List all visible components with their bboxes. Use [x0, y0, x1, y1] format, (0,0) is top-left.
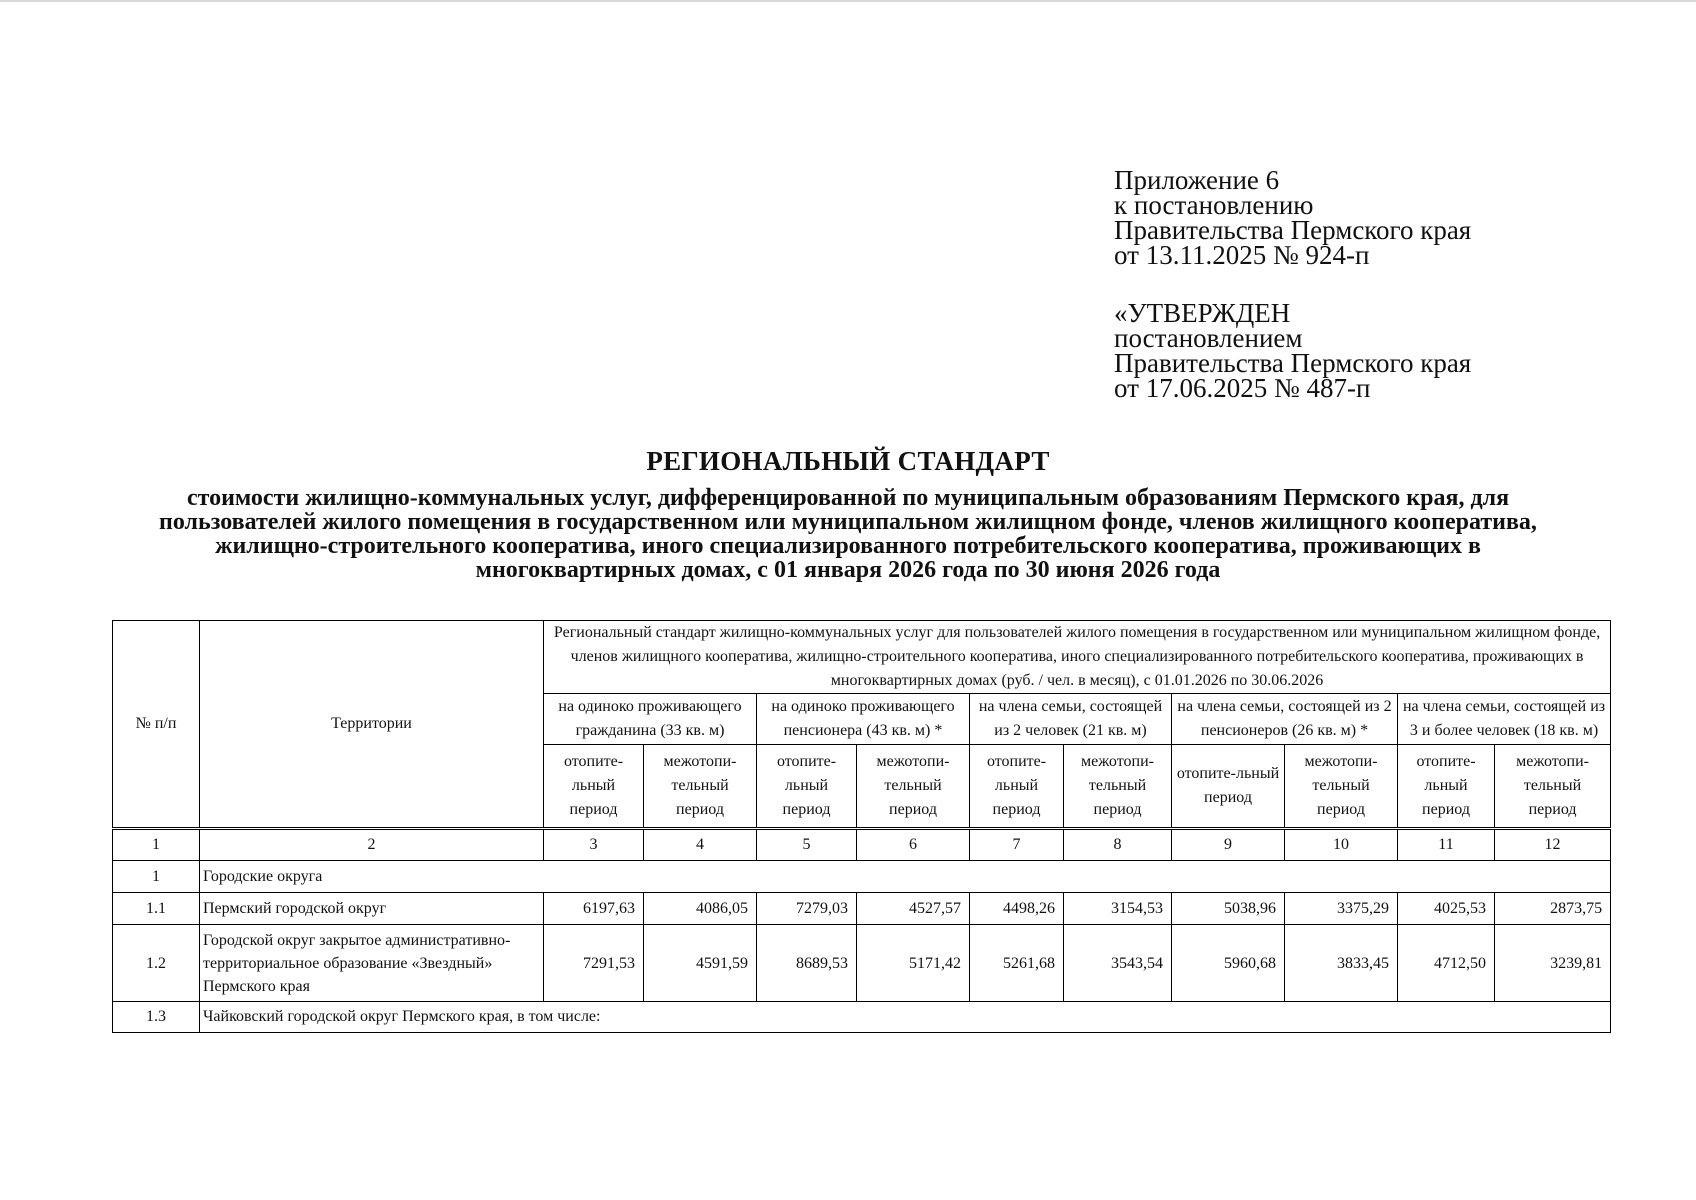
- group-header: на одиноко проживающего пенсионера (43 кв. м) *: [757, 694, 970, 745]
- column-header-number: № п/п: [113, 621, 200, 829]
- row-territory: Пермский городской округ: [200, 893, 544, 925]
- row-value: 7279,03: [757, 893, 857, 925]
- row-value: 4498,26: [970, 893, 1064, 925]
- group-header: на члена семьи, состоящей из 2 пенсионеров (26 кв. м) *: [1172, 694, 1398, 745]
- row-value: 4527,57: [857, 893, 970, 925]
- column-header-main: Региональный стандарт жилищно-коммунальных услуг для пользователей жилого помещения в государственном или муниципальном жилищном фонде, членов жилищного кооператива, жилищно-строительного кооператива, иного специализированного потребительского кооператива, проживающих в многоквартирных домах (руб. / чел. в месяц), с 01.01.2026 по 30.06.2026: [544, 621, 1611, 694]
- row-value: 8689,53: [757, 925, 857, 1002]
- period-header: межотопи-тельный период: [1285, 745, 1398, 829]
- row-territory: Городские округа: [200, 861, 1611, 893]
- period-header: отопите-льный период: [544, 745, 644, 829]
- column-number: 7: [970, 829, 1064, 861]
- table-row: [113, 861, 1611, 893]
- approved-line: «УТВЕРЖДЕН: [1114, 298, 1291, 328]
- row-value: 3375,29: [1285, 893, 1398, 925]
- row-value: 3154,53: [1064, 893, 1172, 925]
- appendix-line: к постановлению: [1114, 190, 1314, 220]
- row-value: 5171,42: [857, 925, 970, 1002]
- column-header-territory: Территории: [200, 621, 544, 829]
- appendix-line: Правительства Пермского края: [1114, 215, 1472, 245]
- appendix-header: [1114, 165, 1654, 403]
- column-number: 2: [200, 829, 544, 861]
- period-header: межотопи-тельный период: [644, 745, 757, 829]
- row-value: 4712,50: [1398, 925, 1495, 1002]
- document-title: РЕГИОНАЛЬНЫЙ СТАНДАРТ: [646, 446, 1050, 476]
- table-row: [113, 925, 1611, 1002]
- column-number: 4: [644, 829, 757, 861]
- appendix-line: Приложение 6: [1114, 165, 1280, 195]
- approved-line: от 17.06.2025 № 487-п: [1114, 373, 1371, 403]
- document-subtitle: стоимости жилищно-коммунальных услуг, дифференцированной по муниципальным образованиям Пермского края, для пользователей жилого помещения в государственном или муниципальном жилищном фонде, членов жилищного кооператива, жилищно-строительного кооператива, иного специализированного потребительского кооператива, проживающих в многоквартирных домах, с 01 января 2026 года по 30 июня 2026 года: [159, 485, 1537, 583]
- row-number: 1.1: [113, 893, 200, 925]
- column-number: 1: [113, 829, 200, 861]
- table-row: [113, 1002, 1611, 1033]
- period-header: отопите-льный период: [1172, 745, 1285, 829]
- group-header: на члена семьи, состоящей из 2 человек (21 кв. м): [970, 694, 1172, 745]
- row-value: 7291,53: [544, 925, 644, 1002]
- period-header: отопите-льный период: [1398, 745, 1495, 829]
- row-value: 4086,05: [644, 893, 757, 925]
- column-number: 5: [757, 829, 857, 861]
- row-value: 4591,59: [644, 925, 757, 1002]
- row-value: 5960,68: [1172, 925, 1285, 1002]
- period-header: межотопи-тельный период: [1064, 745, 1172, 829]
- column-number: 10: [1285, 829, 1398, 861]
- row-value: 3239,81: [1495, 925, 1611, 1002]
- period-header: межотопи-тельный период: [857, 745, 970, 829]
- column-number: 9: [1172, 829, 1285, 861]
- column-number: 6: [857, 829, 970, 861]
- table-row: [113, 893, 1611, 925]
- row-territory: Чайковский городской округ Пермского края, в том числе:: [200, 1002, 1611, 1033]
- column-number: 11: [1398, 829, 1495, 861]
- period-header: отопите-льный период: [970, 745, 1064, 829]
- row-value: 5261,68: [970, 925, 1064, 1002]
- appendix-line: от 13.11.2025 № 924-п: [1114, 240, 1370, 270]
- row-value: 5038,96: [1172, 893, 1285, 925]
- column-number: 8: [1064, 829, 1172, 861]
- standard-table: [112, 620, 1611, 1033]
- approved-line: Правительства Пермского края: [1114, 348, 1472, 378]
- period-header: отопите-льный период: [757, 745, 857, 829]
- group-header: на члена семьи, состоящей из 3 и более человек (18 кв. м): [1398, 694, 1611, 745]
- approved-line: постановлением: [1114, 323, 1303, 353]
- group-header: на одиноко проживающего гражданина (33 кв. м): [544, 694, 757, 745]
- row-value: 3833,45: [1285, 925, 1398, 1002]
- period-header: межотопи-тельный период: [1495, 745, 1611, 829]
- column-number: 12: [1495, 829, 1611, 861]
- row-territory: Городской округ закрытое административно-территориальное образование «Звездный» Пермского края: [200, 925, 544, 1002]
- row-value: 6197,63: [544, 893, 644, 925]
- column-number: 3: [544, 829, 644, 861]
- page-top-edge: [0, 0, 1696, 2]
- row-number: 1.3: [113, 1002, 200, 1033]
- row-value: 2873,75: [1495, 893, 1611, 925]
- row-number: 1: [113, 861, 200, 893]
- row-value: 4025,53: [1398, 893, 1495, 925]
- row-number: 1.2: [113, 925, 200, 1002]
- row-value: 3543,54: [1064, 925, 1172, 1002]
